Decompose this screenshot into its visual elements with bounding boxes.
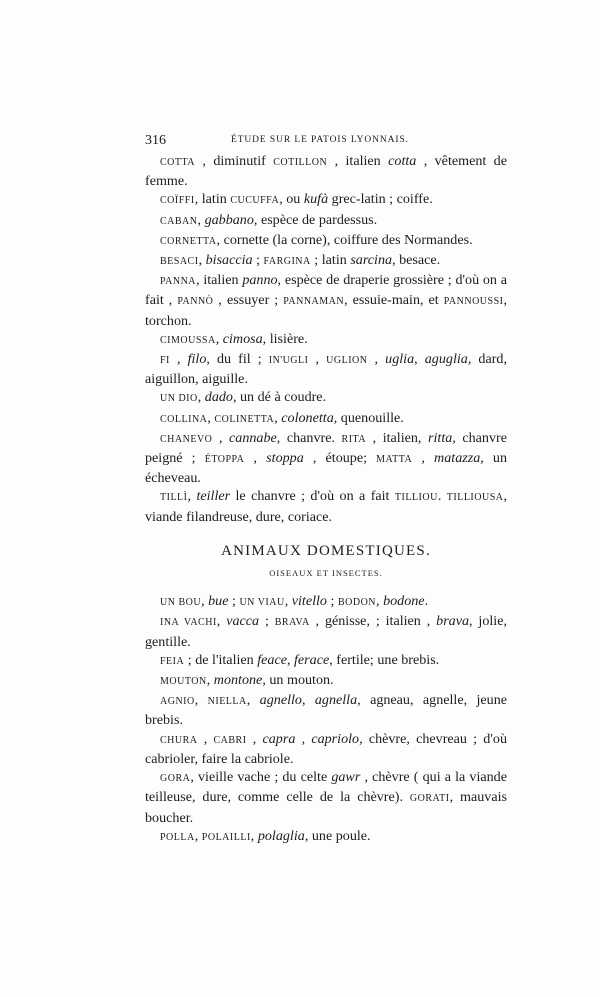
glossary-paragraph [145, 251, 507, 271]
text-run: , cornette (la corne), coiffure des Normandes. [216, 231, 473, 248]
italic-term: capriolo [311, 730, 360, 747]
text-run: , [286, 651, 295, 668]
text-run: , [376, 593, 384, 610]
section-title: ANIMAUX DOMESTIQUES. [221, 542, 431, 559]
italic-term: kufà [303, 191, 329, 208]
text-run: , dard, aiguillon, aiguille. [145, 351, 507, 388]
glossary-paragraph [145, 827, 507, 847]
headword: COTILLON [273, 157, 328, 168]
italic-term: gawr [331, 769, 361, 786]
text-run: , espèce de draperie grossière ; d'où on a fait , [145, 272, 507, 309]
text-run: , jolie, gentille. [145, 613, 508, 650]
italic-term: filo [187, 351, 207, 368]
italic-term: ferace [294, 651, 330, 668]
glossary-paragraph [145, 388, 507, 408]
headword: COLLINA [160, 413, 208, 425]
text-run: , ou [279, 191, 304, 208]
text-run: , agneau, agnelle, jeune brebis. [145, 692, 508, 729]
text-run: , [308, 351, 327, 368]
text-run: , du fil ; [206, 351, 269, 368]
headword: PANNA [160, 276, 197, 288]
italic-term: vitello [291, 593, 327, 610]
text-run: , une poule. [304, 827, 371, 844]
italic-term: capra [262, 730, 296, 747]
italic-term: sarcina [350, 252, 393, 269]
section-subtitle: OISEAUX ET INSECTES. [269, 568, 383, 579]
text-run: le chanvre ; d'où on a fait [230, 488, 395, 505]
text-run: , [244, 450, 267, 467]
headword: MOUTON [160, 676, 207, 688]
headword: PANNÒ [177, 296, 214, 308]
text-run: . [437, 488, 447, 505]
text-run: ; [252, 252, 264, 269]
page-number: 316 [145, 133, 166, 148]
text-run: , [246, 692, 260, 709]
text-run: , [274, 409, 282, 426]
animal-entries [145, 592, 507, 847]
text-run: , chanvre peigné ; [145, 429, 507, 467]
headword: CHURA [160, 734, 198, 746]
text-run: , [169, 351, 188, 368]
italic-term: dado [204, 389, 233, 406]
text-run: , [206, 672, 214, 689]
text-run: , italien [196, 272, 243, 289]
text-run: , fertile; une brebis. [329, 651, 440, 668]
headword: COTTA [160, 157, 196, 168]
italic-term: cimosa [222, 330, 263, 347]
text-run: , torchon. [145, 292, 508, 329]
text-run: , besace. [392, 252, 441, 269]
italic-term: ritta [428, 429, 453, 446]
headword: CIMOUSSA [160, 334, 216, 346]
text-run: , [198, 252, 206, 269]
headword: UGLION [326, 355, 368, 367]
glossary-paragraph [145, 330, 507, 350]
text-run: , un mouton. [262, 672, 334, 689]
text-run: ; [259, 613, 275, 630]
text-run: , étoupe; [303, 450, 377, 467]
glossary-paragraph [145, 671, 507, 691]
text-run: , lisière. [262, 330, 308, 347]
glossary-paragraph [145, 730, 507, 768]
page-header [145, 133, 505, 151]
text-run: , [250, 827, 258, 844]
text-run: , diminutif [195, 153, 274, 169]
headword: ÉTOPPA [204, 454, 245, 466]
glossary-paragraph [145, 409, 507, 429]
text-run: , [295, 730, 312, 747]
glossary-paragraph [145, 487, 507, 525]
text-run: , vêtement de femme. [145, 153, 507, 190]
text-run: , génisse, ; italien , [309, 613, 437, 630]
italic-term: feace [257, 651, 287, 668]
italic-term: agnello [259, 692, 302, 709]
headword: IN'UGLI [268, 355, 309, 367]
glossary-paragraph [145, 190, 507, 210]
text-run: , vieille vache ; du celte [190, 769, 332, 786]
headword: PANNAMAN [283, 296, 345, 308]
text-run: , [284, 593, 292, 610]
headword: UN DIO [160, 393, 198, 405]
text-run: , quenouille. [333, 409, 404, 426]
text-run: , [216, 613, 227, 630]
headword: TILLIOUSA [446, 492, 504, 504]
headword: BRAVA [274, 617, 310, 629]
glossary-paragraph [145, 152, 507, 190]
headword: FARGINA [263, 256, 311, 268]
text-run: , [207, 409, 215, 426]
italic-term: montone [213, 672, 263, 689]
text-run: , italien [327, 153, 389, 169]
italic-term: bodone [383, 593, 425, 610]
text-run: , espèce de pardessus. [253, 211, 378, 228]
glossary-entries [145, 152, 507, 526]
text-run: , [367, 351, 386, 368]
text-run: , [212, 429, 230, 446]
text-run: , essuie-main, et [344, 292, 444, 309]
italic-term: agnella [314, 692, 358, 709]
glossary-paragraph [145, 592, 507, 612]
headword: CHANEVO [160, 433, 213, 445]
text-run: . [424, 593, 429, 610]
glossary-paragraph [145, 768, 507, 827]
glossary-paragraph [145, 612, 507, 650]
italic-term: bisaccia [205, 252, 253, 269]
italic-term: aguglia [424, 351, 468, 368]
text-run: , [414, 351, 425, 368]
glossary-paragraph [145, 231, 507, 251]
italic-term: brava [436, 613, 470, 630]
headword: GORATI [409, 793, 450, 805]
text-run: ; [228, 593, 240, 610]
text-run: , [194, 692, 208, 709]
italic-term: matazza [434, 450, 481, 467]
glossary-paragraph [145, 691, 507, 729]
glossary-paragraph [145, 651, 507, 671]
headword: FEIA [160, 655, 185, 667]
text-run: , chanvre. [276, 429, 342, 446]
italic-term: polaglia [257, 827, 305, 844]
page-body [145, 152, 507, 847]
text-run: , [194, 827, 202, 844]
italic-term: colonetta [281, 409, 334, 426]
headword: GORA [160, 773, 191, 785]
glossary-paragraph [145, 211, 507, 231]
headword: CUCUFFA [230, 195, 280, 207]
headword: INA VACHI [160, 617, 217, 629]
text-run: , essuyer ; [213, 292, 284, 309]
italic-term: cannabe [229, 429, 277, 446]
headword: CORNETTA [160, 235, 217, 247]
headword: CABRI [213, 734, 247, 746]
headword: FI [160, 355, 170, 367]
italic-term: uglia [385, 351, 415, 368]
text-run: , [197, 730, 214, 747]
headword: UN VIAU [239, 597, 285, 609]
glossary-paragraph [145, 271, 507, 330]
headword: POLLA [160, 831, 195, 843]
headword: CABAN [160, 215, 198, 227]
headword: RITA [341, 433, 367, 445]
headword: TILLÌ [160, 492, 188, 504]
italic-term: gabbano [204, 211, 254, 228]
running-title: ÉTUDE SUR LE PATOIS LYONNAIS. [231, 135, 409, 145]
italic-term: bue [208, 593, 229, 610]
italic-term: cotta [388, 153, 417, 169]
italic-term: stoppa [266, 450, 304, 467]
text-run: , [215, 330, 223, 347]
text-run: , [201, 593, 209, 610]
text-run: , chèvre, chevreau ; d'où cabrioler, faire la cabriole. [145, 730, 507, 767]
text-run: grec-latin ; coiffe. [328, 191, 433, 208]
headword: COLINETTA [214, 413, 275, 425]
text-run: , [412, 450, 435, 467]
text-run: ; de l'italien [184, 651, 258, 668]
text-run: , mauvais boucher. [145, 789, 508, 826]
headword: PANNOUSSI [443, 296, 504, 308]
text-run: , italien, [366, 429, 429, 446]
italic-term: vacca [226, 613, 260, 630]
headword: BODON [337, 597, 377, 609]
headword: BESACI [160, 256, 199, 268]
headword: POLAILLI [201, 831, 251, 843]
text-run: , chèvre ( qui a la viande teilleuse, dure, comme celle de la chèvre). [145, 769, 507, 806]
headword: MATTA [376, 454, 413, 466]
text-run: , [197, 389, 205, 406]
headword: COÏFFI [160, 195, 195, 207]
text-run: ; latin [310, 252, 351, 269]
headword: AGNIO [160, 696, 195, 708]
glossary-paragraph [145, 350, 507, 388]
headword: TILLIOU [394, 492, 438, 504]
text-run: , latin [194, 191, 231, 208]
text-run: , [246, 730, 263, 747]
text-run: ; [326, 593, 338, 610]
headword: NIELLA [207, 696, 247, 708]
text-run: , un dé à coudre. [232, 389, 327, 406]
text-run: , un écheveau. [145, 450, 507, 487]
text-run: , [301, 692, 315, 709]
text-run: , viande filandreuse, dure, coriace. [145, 488, 508, 525]
italic-term: teiller [196, 488, 231, 505]
glossary-paragraph [145, 429, 507, 488]
text-run: , [187, 488, 197, 505]
text-run: , [197, 211, 205, 228]
headword: UN BOU [160, 597, 202, 609]
italic-term: panno [242, 272, 278, 289]
